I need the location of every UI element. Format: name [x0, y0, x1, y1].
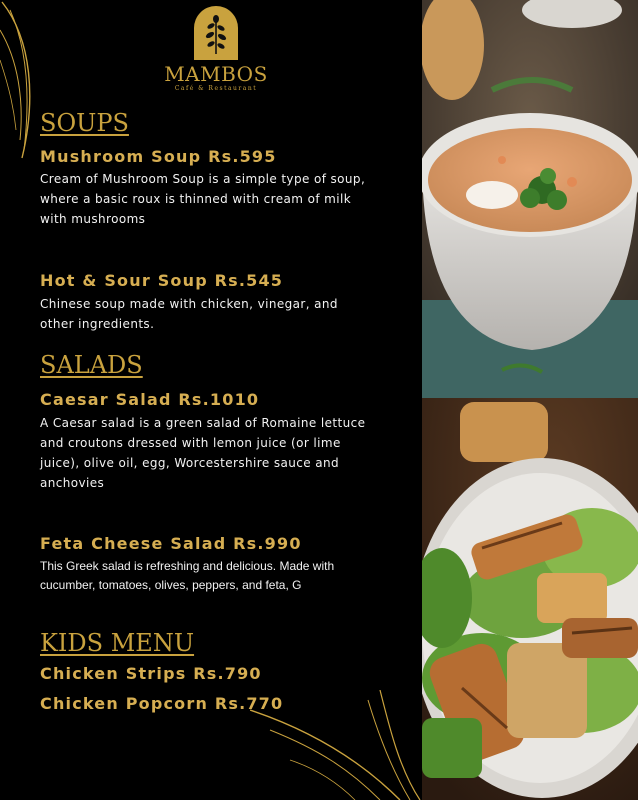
brand-tagline: Café & Restaurant [174, 85, 258, 92]
food-photos [422, 0, 638, 800]
menu-item-feta-cheese-salad: Feta Cheese Salad Rs.990 [40, 534, 302, 553]
menu-item-feta-cheese-salad-desc: This Greek salad is refreshing and delicious. Made with cucumber, tomatoes, olives, peppers, and feta, G [40, 559, 335, 592]
menu-item-mushroom-soup: Mushroom Soup Rs.595 [40, 147, 277, 166]
caesar-salad-photo [422, 398, 638, 800]
section-heading-soups: SOUPS [40, 109, 129, 137]
section-heading-kids-menu: KIDS MENU [40, 629, 195, 657]
menu-item-caesar-salad: Caesar Salad Rs.1010 [40, 390, 260, 409]
plant-icon [194, 6, 238, 60]
gold-leaf-decoration-top [0, 0, 40, 160]
menu-item-caesar-salad-desc: A Caesar salad is a green salad of Romaine lettuce and croutons dressed with lemon juice (or lime juice), olive oil, egg, Worcestershire sauce and anchovies [40, 416, 366, 490]
menu-item-hot-sour-soup-desc: Chinese soup made with chicken, vinegar, and other ingredients. [40, 297, 338, 331]
menu-item-hot-sour-soup: Hot & Sour Soup Rs.545 [40, 271, 284, 290]
logo-arch-icon [194, 6, 238, 60]
brand-name: MAMBOS [164, 62, 268, 86]
menu-item-chicken-strips: Chicken Strips Rs.790 [40, 664, 262, 683]
soup-bowl-photo [422, 0, 638, 398]
menu-item-mushroom-soup-desc: Cream of Mushroom Soup is a simple type of soup, where a basic roux is thinned with cream of milk with mushrooms [40, 172, 366, 226]
restaurant-logo [162, 6, 270, 93]
menu-item-chicken-popcorn: Chicken Popcorn Rs.770 [40, 694, 284, 713]
section-heading-salads: SALADS [40, 351, 143, 379]
